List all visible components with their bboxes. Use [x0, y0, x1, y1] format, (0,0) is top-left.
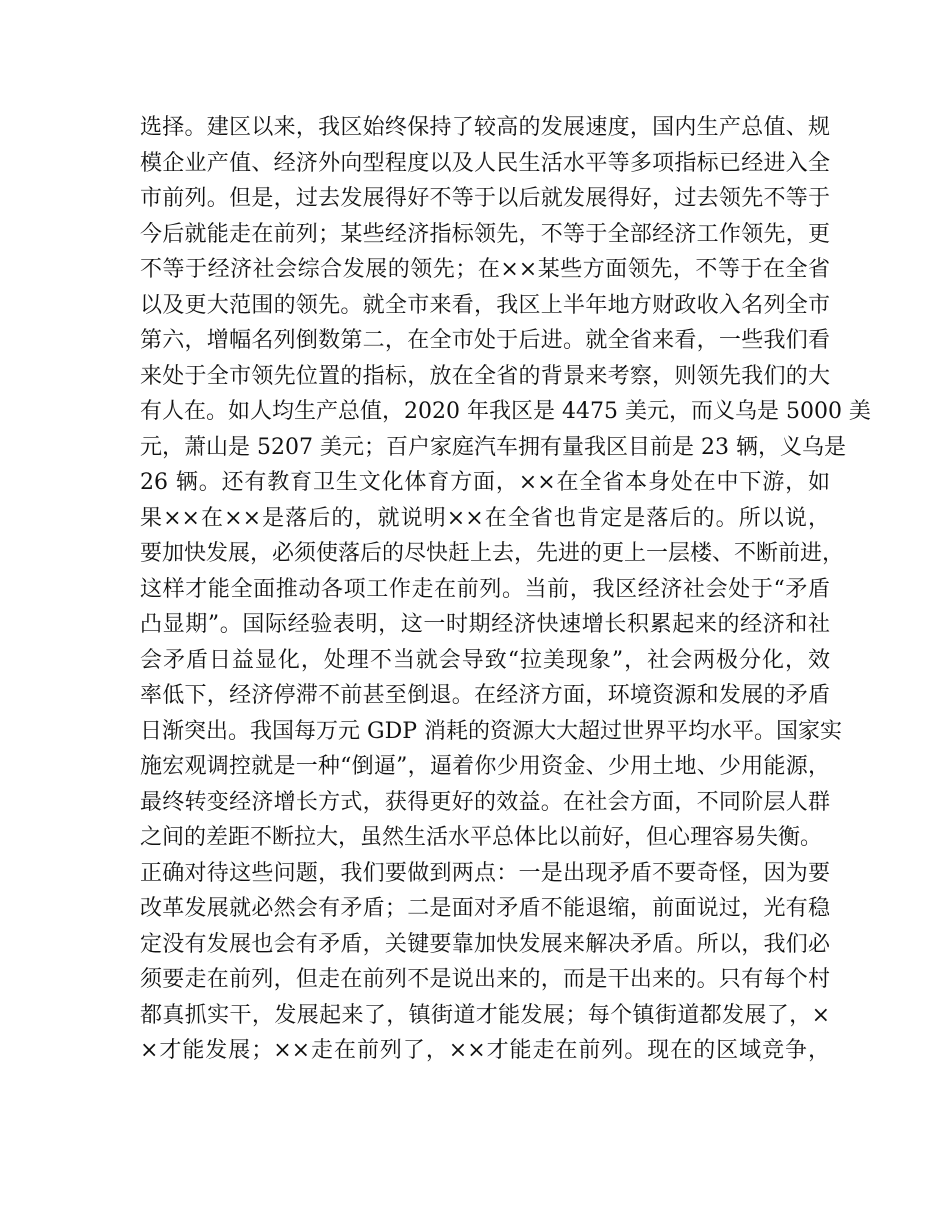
text-line: ×才能发展；××走在前列了，××才能走在前列。现在的区域竞争， [140, 1038, 830, 1063]
text-line: 都真抓实干，发展起来了，镇街道才能发展；每个镇街道都发展了，× [140, 1002, 830, 1028]
text-line: 率低下，经济停滞不前甚至倒退。在经济方面，环境资源和发展的矛盾 [140, 683, 830, 708]
text-line: 来处于全市领先位置的指标，放在全省的背景来考察，则领先我们的大 [140, 363, 830, 389]
text-line: 之间的差距不断拉大，虽然生活水平总体比以前好，但心理容易失衡。 [140, 825, 823, 850]
text-line: 凸显期”。国际经验表明，这一时期经济快速增长积累起来的经济和社 [140, 612, 830, 637]
text-line: 今后就能走在前列；某些经济指标领先，不等于全部经济工作领先，更 [140, 221, 830, 247]
text-line: 26 辆。还有教育卫生文化体育方面，××在全省本身处在中下游，如 [140, 470, 830, 495]
text-line: 第六，增幅名列倒数第二，在全市处于后进。就全省来看，一些我们看 [140, 328, 830, 353]
text-line: 果××在××是落后的，就说明××在全省也肯定是落后的。所以说， [140, 505, 830, 531]
text-line: 有人在。如人均生产总值，2020 年我区是 4475 美元，而义乌是 5000 美 [140, 399, 871, 424]
text-line: 最终转变经济增长方式，获得更好的效益。在社会方面，不同阶层人群 [140, 789, 830, 815]
body-text [140, 110, 871, 1069]
text-line: 元，萧山是 5207 美元；百户家庭汽车拥有量我区目前是 23 辆，义乌是 [140, 434, 846, 460]
text-line: 模企业产值、经济外向型程度以及人民生活水平等多项指标已经进入全 [140, 150, 830, 176]
text-line: 市前列。但是，过去发展得好不等于以后就发展得好，过去领先不等于 [140, 186, 830, 211]
text-line: 改革发展就必然会有矛盾；二是面对矛盾不能退缩，前面说过，光有稳 [140, 896, 830, 921]
text-line: 定没有发展也会有矛盾，关键要靠加快发展来解决矛盾。所以，我们必 [140, 931, 830, 957]
text-line: 会矛盾日益显化，处理不当就会导致“拉美现象”，社会两极分化，效 [140, 647, 830, 673]
text-line: 施宏观调控就是一种“倒逼”，逼着你少用资金、少用土地、少用能源， [140, 754, 830, 779]
text-line: 须要走在前列，但走在前列不是说出来的，而是干出来的。只有每个村 [140, 967, 830, 992]
text-line: 这样才能全面推动各项工作走在前列。当前，我区经济社会处于“矛盾 [140, 576, 830, 602]
text-line: 日渐突出。我国每万元 GDP 消耗的资源大大超过世界平均水平。国家实 [140, 718, 843, 744]
text-line: 不等于经济社会综合发展的领先；在××某些方面领先，不等于在全省 [140, 257, 830, 282]
text-line: 正确对待这些问题，我们要做到两点：一是出现矛盾不要奇怪，因为要 [140, 860, 830, 886]
text-line: 以及更大范围的领先。就全市来看，我区上半年地方财政收入名列全市 [140, 292, 830, 318]
text-line: 要加快发展，必须使落后的尽快赶上去，先进的更上一层楼、不断前进， [140, 541, 845, 566]
text-line: 选择。建区以来，我区始终保持了较高的发展速度，国内生产总值、规 [140, 115, 830, 140]
